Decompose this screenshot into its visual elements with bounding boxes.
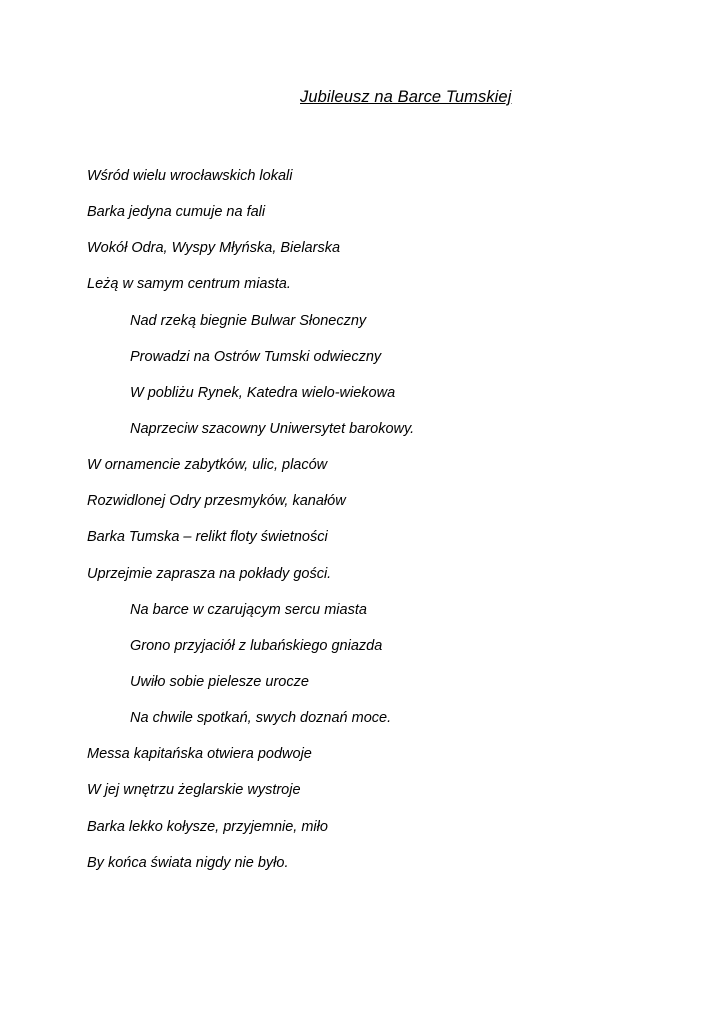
poem-line: Na barce w czarującym sercu miasta: [130, 601, 367, 618]
poem-line: By końca świata nigdy nie było.: [87, 854, 289, 871]
poem-line: Barka lekko kołysze, przyjemnie, miło: [87, 818, 328, 835]
poem-line: W ornamencie zabytków, ulic, placów: [87, 457, 328, 474]
poem-line: Leżą w samym centrum miasta.: [87, 276, 291, 293]
poem-line: W pobliżu Rynek, Katedra wielo-wiekowa: [130, 384, 396, 401]
poem-line: Barka jedyna cumuje na fali: [87, 204, 266, 221]
poem-line: Naprzeciw szacowny Uniwersytet barokowy.: [130, 420, 415, 437]
poem-line: Wokół Odra, Wyspy Młyńska, Bielarska: [87, 240, 341, 257]
poem-line: Uprzejmie zaprasza na pokłady gości.: [87, 565, 332, 582]
poem-title: Jubileusz na Barce Tumskiej: [300, 88, 512, 106]
poem-line: Nad rzeką biegnie Bulwar Słoneczny: [130, 312, 367, 329]
poem-line: W jej wnętrzu żeglarskie wystroje: [87, 782, 301, 799]
poem-line: Uwiło sobie pielesze urocze: [130, 673, 309, 690]
poem-line: Grono przyjaciół z lubańskiego gniazda: [130, 637, 383, 654]
poem-body: [87, 166, 414, 889]
poem-line: Messa kapitańska otwiera podwoje: [87, 746, 312, 763]
poem-line: Na chwile spotkań, swych doznań moce.: [130, 710, 392, 727]
poem-line: Wśród wielu wrocławskich lokali: [87, 168, 293, 184]
poem-line: Barka Tumska – relikt floty świetności: [87, 529, 328, 546]
poem-line: Rozwidlonej Odry przesmyków, kanałów: [87, 493, 346, 510]
poem-line: Prowadzi na Ostrów Tumski odwieczny: [130, 348, 382, 365]
